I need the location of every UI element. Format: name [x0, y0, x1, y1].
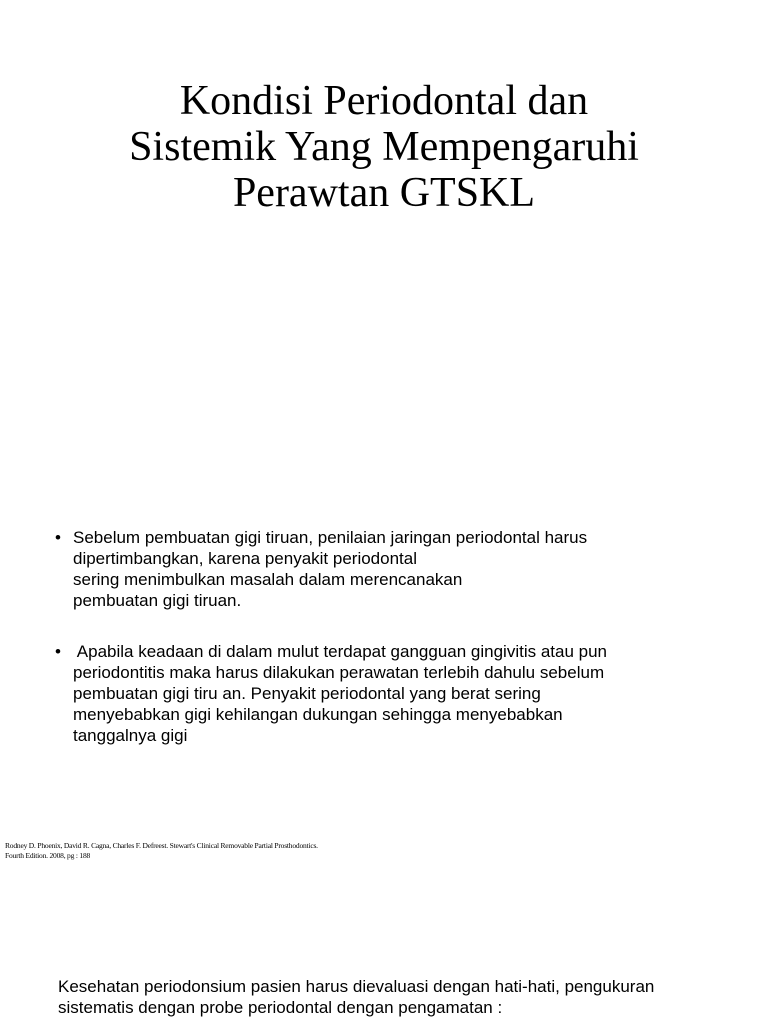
slide-title: [0, 78, 768, 216]
reference-line-1: Rodney D. Phoenix, David R. Cagna, Charles F. Defreest. Stewart's Clinical Removable Partial Prosthodontics.: [5, 841, 318, 850]
bullet-1-line-4: pembuatan gigi tiruan.: [73, 591, 242, 610]
reference-line-2: Fourth Edition. 2008, pg : 188: [5, 851, 91, 860]
slide-3-line-2: sistematis dengan probe periodontal dengan pengamatan :: [58, 998, 503, 1017]
bullet-list: [55, 527, 745, 746]
bullet-marker: •: [55, 642, 61, 661]
bullet-2-line-5: tanggalnya gigi: [73, 726, 188, 745]
bullet-2-line-4: menyebabkan gigi kehilangan dukungan sehingga menyebabkan: [73, 705, 563, 724]
bullet-1-line-2: dipertimbangkan, karena penyakit periodontal: [73, 549, 418, 568]
bullet-2-line-1: Apabila keadaan di dalam mulut terdapat gangguan gingivitis atau pun: [73, 642, 607, 661]
title-line-3: Perawtan GTSKL: [232, 170, 536, 216]
slide-3-line-1: Kesehatan periodonsium pasien harus dievaluasi dengan hati-hati, pengukuran: [58, 977, 655, 996]
bullet-1-line-1: Sebelum pembuatan gigi tiruan, penilaian jaringan periodontal harus: [73, 528, 588, 547]
title-line-2: Sistemik Yang Mempengaruhi: [129, 124, 639, 170]
bullet-2-line-2: periodontitis maka harus dilakukan perawatan terlebih dahulu sebelum: [73, 663, 605, 682]
bullet-marker: •: [55, 528, 61, 547]
slide-3-text: [58, 976, 758, 1018]
bullet-2-line-3: pembuatan gigi tiru an. Penyakit periodontal yang berat sering: [73, 684, 541, 703]
title-line-1: Kondisi Periodontal dan: [179, 78, 589, 124]
bullet-item-2: [55, 641, 745, 746]
bullet-1-line-3: sering menimbulkan masalah dalam merencanakan: [73, 570, 463, 589]
reference-citation: [5, 841, 318, 861]
bullet-item-1: [55, 527, 745, 611]
